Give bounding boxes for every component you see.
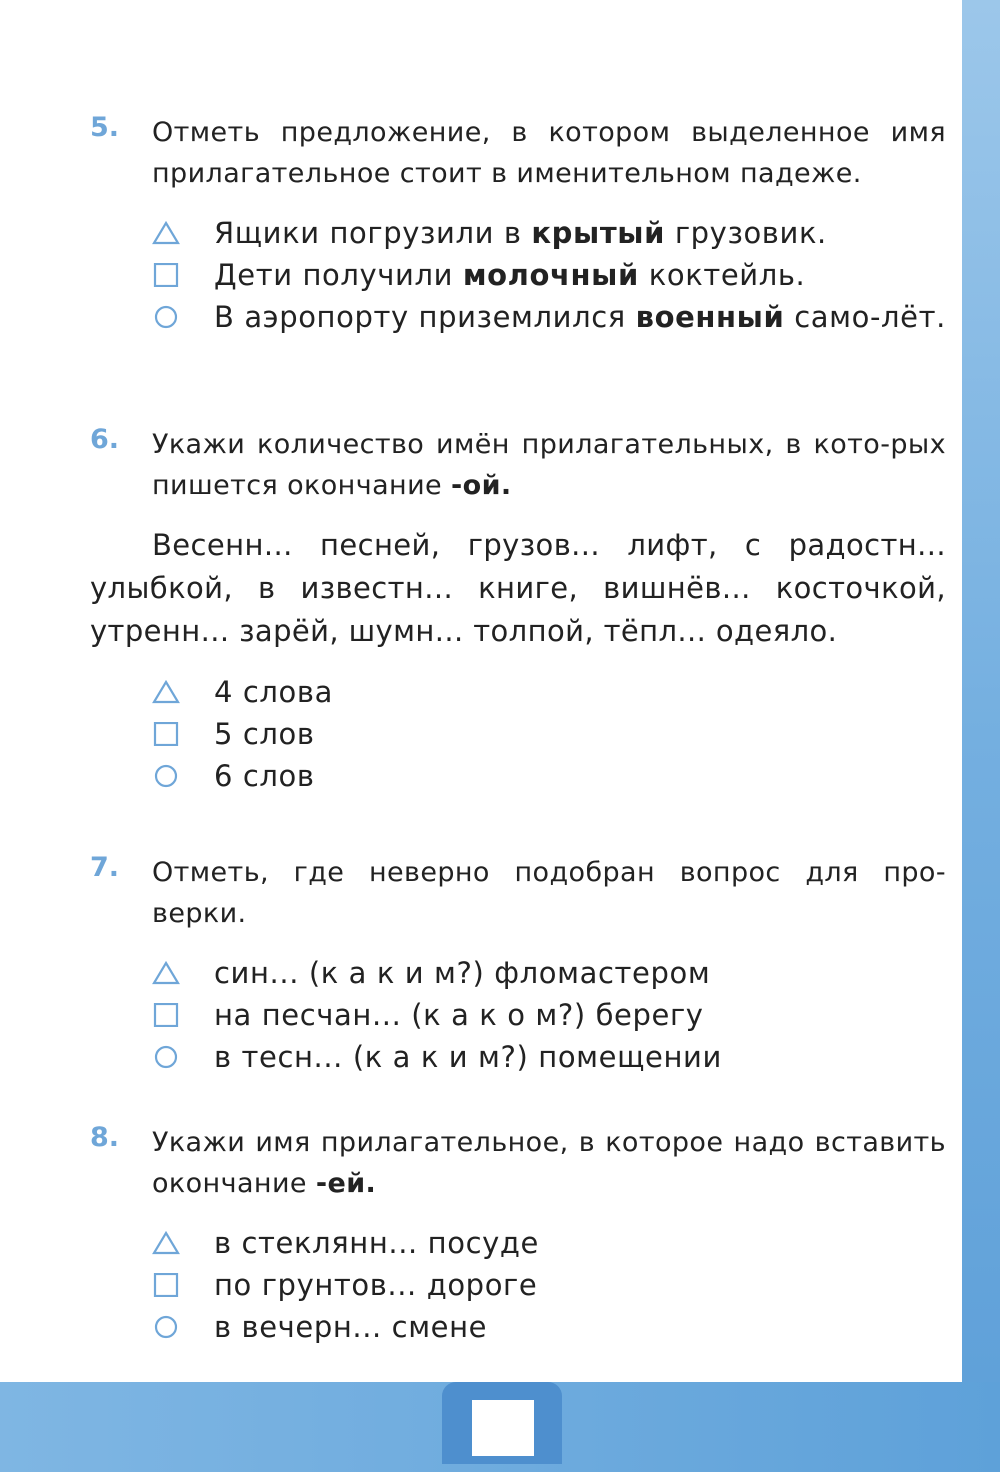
triangle-icon[interactable] (152, 1231, 180, 1255)
highlighted-adjective: молочный (462, 258, 639, 292)
task-7 (90, 852, 946, 1078)
option-text: грузовик. (665, 216, 827, 250)
option-text: на песчан... (к а к о м?) берегу (214, 998, 704, 1032)
answer-option[interactable] (152, 1036, 946, 1078)
triangle-icon[interactable] (152, 961, 180, 985)
circle-icon[interactable] (152, 764, 180, 788)
highlighted-adjective: военный (635, 300, 785, 334)
square-icon[interactable] (152, 1003, 180, 1027)
circle-icon[interactable] (152, 1045, 180, 1069)
option-text: 5 слов (214, 717, 315, 751)
task-6 (90, 424, 946, 797)
answer-option[interactable] (152, 296, 946, 338)
task-8 (90, 1122, 946, 1348)
answer-option[interactable] (152, 713, 946, 755)
page-number-tab (442, 1382, 562, 1464)
option-text: в стеклянн... посуде (214, 1226, 539, 1260)
question-ending: -ой. (451, 470, 512, 501)
option-text: коктейль. (638, 258, 806, 292)
answer-options (152, 671, 946, 797)
option-text: в тесн... (к а к и м?) помещении (214, 1040, 722, 1074)
answer-option[interactable] (152, 254, 946, 296)
task-question (152, 424, 946, 506)
answer-option[interactable] (152, 671, 946, 713)
task-question: Отметь предложение, в котором выделенное имя прилагательное стоит в именительном падеже. (152, 117, 946, 189)
answer-options (152, 212, 946, 338)
task-number: 7. (90, 852, 120, 883)
question-text: Укажи количество имён прилагательных, в кото-рых пишется окончание (152, 429, 946, 501)
option-text: в вечерн... смене (214, 1310, 488, 1344)
answer-options (152, 1222, 946, 1348)
square-icon[interactable] (152, 722, 180, 746)
task-question: Отметь, где неверно подобран вопрос для про-верки. (152, 857, 946, 929)
option-text: 4 слова (214, 675, 333, 709)
question-text: Укажи имя прилагательное, в которое надо вставить окончание (152, 1127, 946, 1199)
word-passage: Весенн... песней, грузов... лифт, с радостн... улыбкой, в известн... книге, вишнёв... косточкой, утренн... зарёй, шумн... толпой, тёпл... одеяло. (90, 528, 946, 648)
answer-option[interactable] (152, 1264, 946, 1306)
square-icon[interactable] (152, 263, 180, 287)
answer-options (152, 952, 946, 1078)
triangle-icon[interactable] (152, 221, 180, 245)
answer-option[interactable] (152, 212, 946, 254)
circle-icon[interactable] (152, 305, 180, 329)
answer-option[interactable] (152, 1306, 946, 1348)
task-5 (90, 112, 946, 338)
circle-icon[interactable] (152, 1315, 180, 1339)
answer-option[interactable] (152, 952, 946, 994)
question-ending: -ей. (315, 1168, 377, 1199)
task-number: 5. (90, 112, 120, 143)
answer-option[interactable] (152, 994, 946, 1036)
page-number-blank (472, 1400, 534, 1456)
answer-option[interactable] (152, 1222, 946, 1264)
option-text: Ящики погрузили в (214, 216, 532, 250)
square-icon[interactable] (152, 1273, 180, 1297)
task-question (152, 1122, 946, 1204)
task-number: 8. (90, 1122, 120, 1153)
answer-option[interactable] (152, 755, 946, 797)
highlighted-adjective: крытый (531, 216, 666, 250)
option-text: син... (к а к и м?) фломастером (214, 956, 711, 990)
decorative-side-strip (962, 0, 1000, 1472)
option-text: Дети получили (214, 258, 463, 292)
option-text: В аэропорту приземлился (214, 300, 636, 334)
option-text: 6 слов (214, 759, 315, 793)
task-number: 6. (90, 424, 120, 455)
option-text: само-лёт. (784, 300, 946, 334)
option-text: по грунтов... дороге (214, 1268, 538, 1302)
triangle-icon[interactable] (152, 680, 180, 704)
